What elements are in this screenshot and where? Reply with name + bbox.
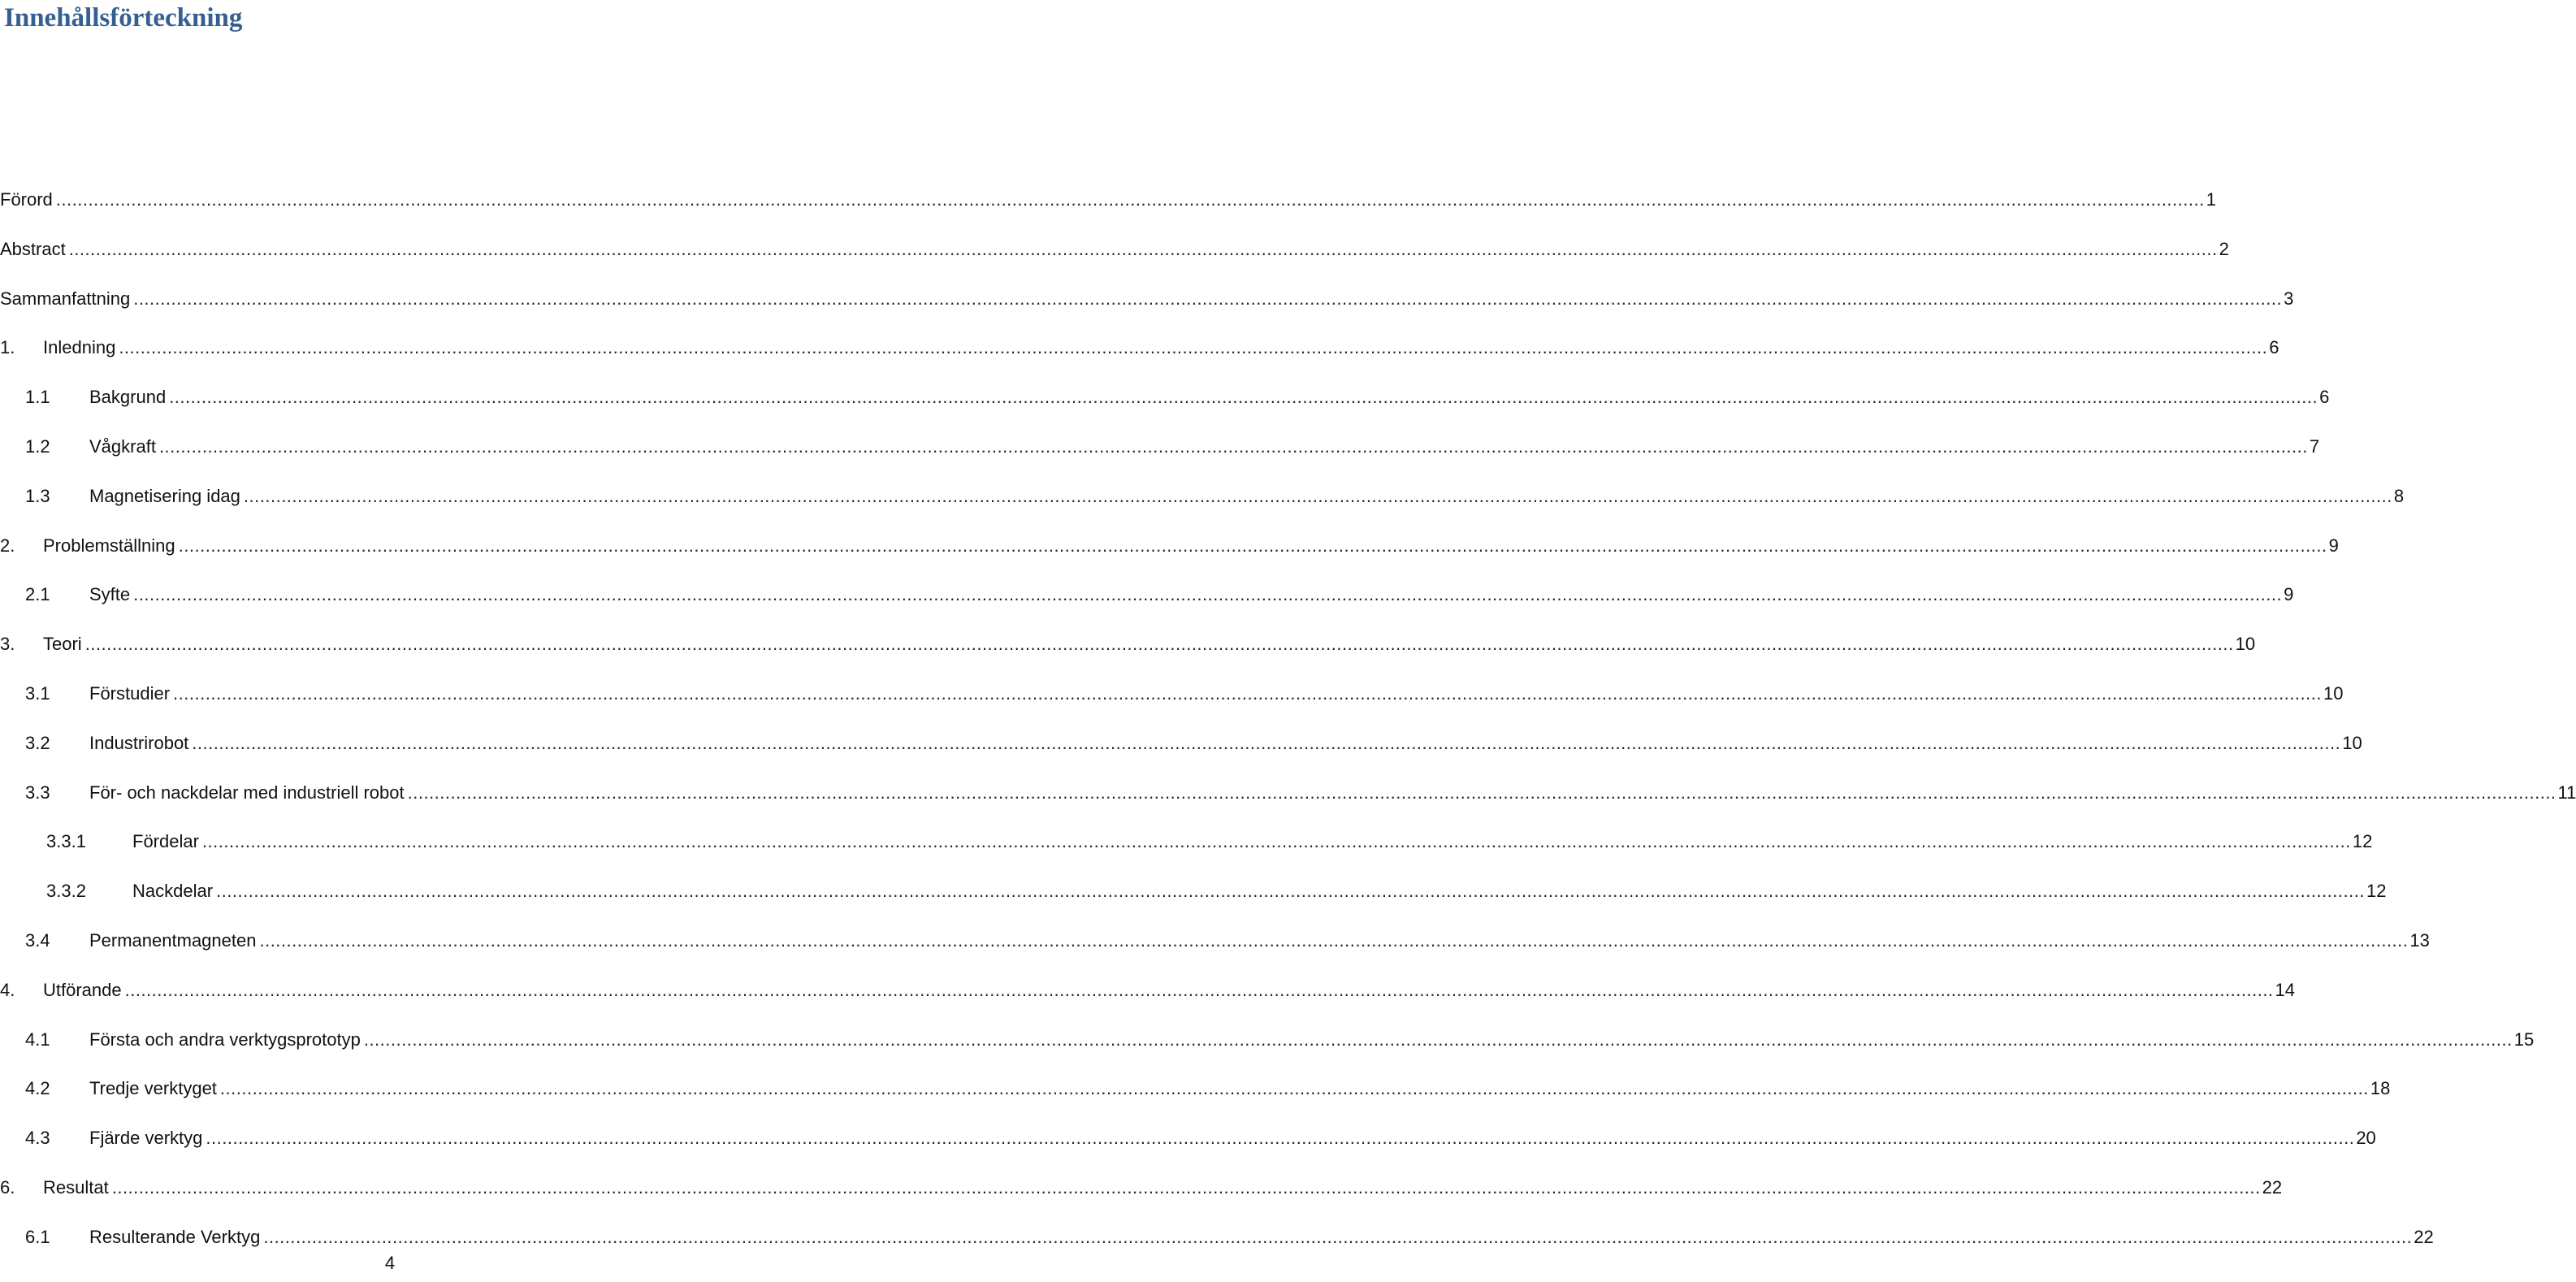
- toc-entry-number: 3.1: [25, 683, 50, 704]
- toc-entry[interactable]: [0, 972, 2296, 1009]
- toc-entry-number: 1.2: [25, 436, 50, 457]
- toc-entry-label: För- och nackdelar med industriell robot: [89, 782, 405, 803]
- toc-entry-number: 4.: [0, 979, 15, 1000]
- toc-entry-page: 22: [2414, 1226, 2434, 1247]
- toc-entry-number: 1.: [0, 337, 15, 358]
- toc-entry-page: 10: [2342, 732, 2362, 753]
- toc-dot-leader: ................................................................................................................................................................................................................................................................................................................................................................................................................: [111, 1177, 2261, 1198]
- toc-entry-label: Förstudier: [89, 683, 171, 704]
- toc-entry-page: 3: [2284, 288, 2294, 309]
- toc-entry-page: 10: [2323, 683, 2344, 704]
- toc-entry[interactable]: [0, 774, 2576, 812]
- toc-dot-leader: ................................................................................................................................................................................................................................................................................................................................................................................................................: [216, 881, 2365, 902]
- toc-entry-page: 12: [2366, 881, 2387, 902]
- toc-dot-leader: ................................................................................................................................................................................................................................................................................................................................................................................................................: [206, 1128, 2355, 1149]
- toc-entry-page: 2: [2219, 238, 2229, 259]
- toc-entry-label: Fjärde verktyg: [89, 1128, 203, 1149]
- toc-entry-page: 9: [2328, 535, 2339, 556]
- toc-entry-label: Industrirobot: [89, 732, 189, 753]
- toc-entry-page: 22: [2262, 1177, 2283, 1198]
- toc-dot-leader: ................................................................................................................................................................................................................................................................................................................................................................................................................: [124, 979, 2274, 1000]
- toc-entry-label: Syfte: [89, 584, 131, 605]
- toc-dot-leader: ................................................................................................................................................................................................................................................................................................................................................................................................................: [68, 238, 2218, 259]
- toc-dot-leader: ................................................................................................................................................................................................................................................................................................................................................................................................................: [201, 831, 2351, 852]
- toc-entry-page: 9: [2284, 584, 2294, 605]
- toc-entry[interactable]: [0, 675, 2344, 712]
- toc-entry-page: 11: [2557, 782, 2576, 803]
- toc-entry-label: Resulterande Verktyg: [89, 1226, 261, 1247]
- toc-entry[interactable]: [0, 725, 2362, 762]
- toc-entry-label: Teori: [43, 634, 82, 655]
- toc-entry[interactable]: [0, 626, 2256, 663]
- toc-entry[interactable]: [0, 1219, 2434, 1256]
- toc-entry-page: 6: [2269, 337, 2279, 358]
- toc-entry-page: 15: [2513, 1029, 2535, 1050]
- page-title: Innehållsförteckning: [4, 3, 243, 32]
- toc-entry-label: Första och andra verktygsprototyp: [89, 1029, 361, 1050]
- toc-entry-page: 20: [2356, 1128, 2376, 1149]
- toc-entry-page: 7: [2309, 436, 2320, 457]
- toc-entry-label: Inledning: [43, 337, 116, 358]
- toc-entry[interactable]: [0, 1021, 2535, 1059]
- toc-entry-label: Fördelar: [132, 831, 199, 852]
- toc-dot-leader: ................................................................................................................................................................................................................................................................................................................................................................................................................: [263, 1226, 2413, 1247]
- toc-entry-label: Resultat: [43, 1177, 109, 1198]
- toc-entry-label: Tredje verktyget: [89, 1078, 217, 1099]
- toc-entry-label: Permanentmagneten: [89, 930, 257, 951]
- toc-entry[interactable]: [0, 1169, 2283, 1206]
- toc-entry[interactable]: [0, 527, 2339, 565]
- toc-entry[interactable]: [0, 329, 2279, 366]
- toc-entry[interactable]: [0, 576, 2294, 613]
- toc-dot-leader: ................................................................................................................................................................................................................................................................................................................................................................................................................: [192, 732, 2341, 753]
- toc-entry[interactable]: [0, 379, 2330, 416]
- toc-entry-label: Sammanfattning: [0, 288, 131, 309]
- toc-entry-label: Nackdelar: [132, 881, 214, 902]
- toc-entry-label: Vågkraft: [89, 436, 156, 457]
- toc-dot-leader: ................................................................................................................................................................................................................................................................................................................................................................................................................: [119, 337, 2268, 358]
- toc-dot-leader: ................................................................................................................................................................................................................................................................................................................................................................................................................: [407, 782, 2557, 803]
- toc-entry[interactable]: [0, 280, 2294, 318]
- toc-dot-leader: ................................................................................................................................................................................................................................................................................................................................................................................................................: [133, 584, 2283, 605]
- toc-entry-number: 3.: [0, 634, 15, 655]
- toc-entry-number: 4.3: [25, 1128, 50, 1149]
- toc-entry-label: Förord: [0, 189, 53, 210]
- toc-entry[interactable]: [0, 478, 2405, 515]
- toc-entry-number: 4.1: [25, 1029, 50, 1050]
- toc-dot-leader: ................................................................................................................................................................................................................................................................................................................................................................................................................: [219, 1078, 2369, 1099]
- toc-entry-number: 3.2: [25, 732, 50, 753]
- toc-entry-number: 3.3.2: [46, 881, 86, 902]
- toc-entry[interactable]: [0, 823, 2373, 860]
- toc-dot-leader: ................................................................................................................................................................................................................................................................................................................................................................................................................: [55, 189, 2205, 210]
- toc-entry-number: 3.3.1: [46, 831, 86, 852]
- toc-entry-number: 3.3: [25, 782, 50, 803]
- toc-entry-label: Utförande: [43, 979, 122, 1000]
- toc-entry-label: Magnetisering idag: [89, 485, 240, 506]
- toc-dot-leader: ................................................................................................................................................................................................................................................................................................................................................................................................................: [363, 1029, 2513, 1050]
- toc-entry-number: 1.1: [25, 387, 50, 408]
- toc-entry[interactable]: [0, 1120, 2376, 1157]
- toc-dot-leader: ................................................................................................................................................................................................................................................................................................................................................................................................................: [178, 535, 2327, 556]
- toc-entry-page: 14: [2275, 979, 2296, 1000]
- toc-entry-number: 1.3: [25, 485, 50, 506]
- toc-entry-page: 18: [2370, 1078, 2391, 1099]
- toc-dot-leader: ................................................................................................................................................................................................................................................................................................................................................................................................................: [158, 436, 2308, 457]
- toc-entry[interactable]: [0, 873, 2387, 910]
- toc-entry-number: 4.2: [25, 1078, 50, 1099]
- toc-dot-leader: ................................................................................................................................................................................................................................................................................................................................................................................................................: [169, 387, 2318, 408]
- toc-dot-leader: ................................................................................................................................................................................................................................................................................................................................................................................................................: [84, 634, 2234, 655]
- toc-entry-page: 6: [2319, 387, 2330, 408]
- page-number: 4: [384, 1253, 396, 1273]
- toc-entry-number: 6.1: [25, 1226, 50, 1247]
- toc-dot-leader: ................................................................................................................................................................................................................................................................................................................................................................................................................: [243, 485, 2392, 506]
- toc-entry-page: 12: [2352, 831, 2373, 852]
- toc-entry-number: 6.: [0, 1177, 15, 1198]
- toc-entry-page: 8: [2393, 485, 2405, 506]
- toc-dot-leader: ................................................................................................................................................................................................................................................................................................................................................................................................................: [133, 288, 2283, 309]
- toc-entry-label: Bakgrund: [89, 387, 167, 408]
- toc-entry-number: 2.: [0, 535, 15, 556]
- toc-dot-leader: ................................................................................................................................................................................................................................................................................................................................................................................................................: [173, 683, 2322, 704]
- toc-entry[interactable]: [0, 428, 2320, 466]
- toc-entry-label: Problemställning: [43, 535, 175, 556]
- toc-entry-page: 13: [2409, 930, 2430, 951]
- toc-entry[interactable]: [0, 1070, 2391, 1107]
- toc-entry-label: Abstract: [0, 238, 66, 259]
- toc-dot-leader: ................................................................................................................................................................................................................................................................................................................................................................................................................: [259, 930, 2409, 951]
- toc-entry[interactable]: [0, 922, 2430, 959]
- toc-entry-page: 1: [2206, 189, 2216, 210]
- toc-entry-number: 2.1: [25, 584, 50, 605]
- toc-entry-number: 3.4: [25, 930, 50, 951]
- toc-entry[interactable]: [0, 181, 2216, 219]
- toc-entry-page: 10: [2235, 634, 2256, 655]
- toc-entry[interactable]: [0, 231, 2229, 268]
